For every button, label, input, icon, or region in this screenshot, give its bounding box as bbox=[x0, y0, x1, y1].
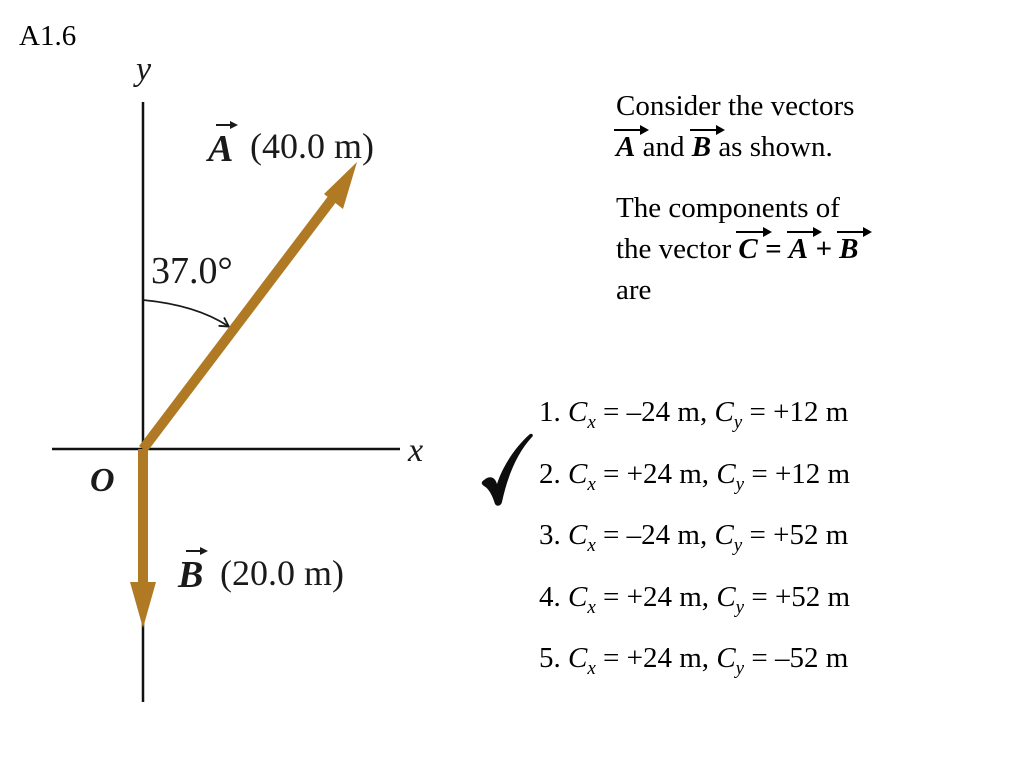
cx-symbol: C bbox=[568, 457, 588, 490]
answer-option-4[interactable] bbox=[539, 577, 850, 639]
cx-symbol: C bbox=[568, 642, 588, 674]
x-subscript: x bbox=[587, 535, 596, 556]
option-number: 5. bbox=[539, 642, 561, 674]
cx-symbol: C bbox=[568, 519, 588, 551]
x-subscript: x bbox=[587, 473, 596, 495]
cx-value: = –24 m, bbox=[603, 519, 708, 551]
x-subscript: x bbox=[587, 658, 596, 679]
question-text bbox=[616, 86, 946, 311]
answer-option-2[interactable] bbox=[539, 454, 850, 516]
origin-label: O bbox=[90, 462, 115, 499]
x-axis-label: x bbox=[408, 432, 424, 469]
option-number: 3. bbox=[539, 519, 561, 551]
cy-symbol: C bbox=[714, 519, 734, 551]
vector-c-ref: C bbox=[738, 229, 757, 270]
cx-value: = +24 m, bbox=[603, 457, 710, 490]
question-line-1: Consider the vectors bbox=[616, 90, 855, 122]
vector-a-ref: A bbox=[616, 127, 635, 168]
option-number: 4. bbox=[539, 580, 561, 613]
x-subscript: x bbox=[587, 412, 596, 433]
cx-value: = –24 m, bbox=[603, 396, 708, 428]
y-axis-label: y bbox=[136, 51, 152, 88]
cx-value: = +24 m, bbox=[603, 642, 710, 674]
cy-value: = +52 m bbox=[751, 580, 851, 613]
vector-b-arrowhead bbox=[130, 582, 156, 628]
answer-options bbox=[539, 392, 850, 700]
cx-symbol: C bbox=[568, 580, 588, 613]
answer-option-1[interactable] bbox=[539, 392, 850, 454]
cy-value: = +52 m bbox=[749, 519, 849, 551]
cy-value: = +12 m bbox=[751, 457, 851, 490]
and-word: and bbox=[642, 131, 685, 163]
y-subscript: y bbox=[735, 658, 745, 679]
cy-symbol: C bbox=[716, 580, 736, 613]
option-number: 2. bbox=[539, 457, 561, 490]
question-paragraph-1 bbox=[616, 86, 946, 168]
x-subscript: x bbox=[587, 596, 596, 618]
cy-value: = +12 m bbox=[749, 396, 849, 428]
vector-b-magnitude: (20.0 m) bbox=[220, 553, 344, 593]
cy-value: = –52 m bbox=[751, 642, 849, 674]
question-paragraph-2 bbox=[616, 188, 946, 311]
y-subscript: y bbox=[735, 596, 745, 618]
vector-b-overarrow-head bbox=[200, 547, 208, 555]
slide-label: A1.6 bbox=[19, 20, 77, 52]
vector-a-symbol: A bbox=[208, 128, 234, 170]
y-subscript: y bbox=[733, 535, 743, 556]
cx-value: = +24 m, bbox=[603, 580, 710, 613]
are-text: are bbox=[616, 274, 652, 306]
y-subscript: y bbox=[733, 412, 743, 433]
vector-a-overarrow-head bbox=[230, 121, 238, 129]
answer-option-3[interactable] bbox=[539, 515, 850, 577]
option-number: 1. bbox=[539, 396, 561, 428]
vector-a-magnitude: (40.0 m) bbox=[250, 126, 374, 166]
angle-arc bbox=[143, 300, 228, 326]
equals-sign: = bbox=[764, 233, 782, 265]
question-line-2: The components of bbox=[616, 192, 840, 224]
y-subscript: y bbox=[735, 473, 745, 495]
answer-option-5[interactable] bbox=[539, 638, 850, 700]
cx-symbol: C bbox=[568, 396, 588, 428]
cy-symbol: C bbox=[714, 396, 734, 428]
question-line-3: the vector bbox=[616, 233, 732, 265]
checkmark-icon bbox=[480, 430, 536, 510]
cy-symbol: C bbox=[716, 457, 736, 490]
vector-a-sum-term: A bbox=[789, 229, 808, 270]
cy-symbol: C bbox=[716, 642, 736, 674]
vector-b-sum-term: B bbox=[839, 229, 858, 270]
plus-sign: + bbox=[815, 233, 832, 265]
as-shown-text: as shown. bbox=[718, 131, 833, 163]
vector-b-ref: B bbox=[692, 127, 711, 168]
vector-a-arrow-shaft bbox=[143, 190, 339, 449]
angle-label: 37.0° bbox=[151, 250, 233, 292]
vector-b-symbol: B bbox=[178, 554, 204, 596]
